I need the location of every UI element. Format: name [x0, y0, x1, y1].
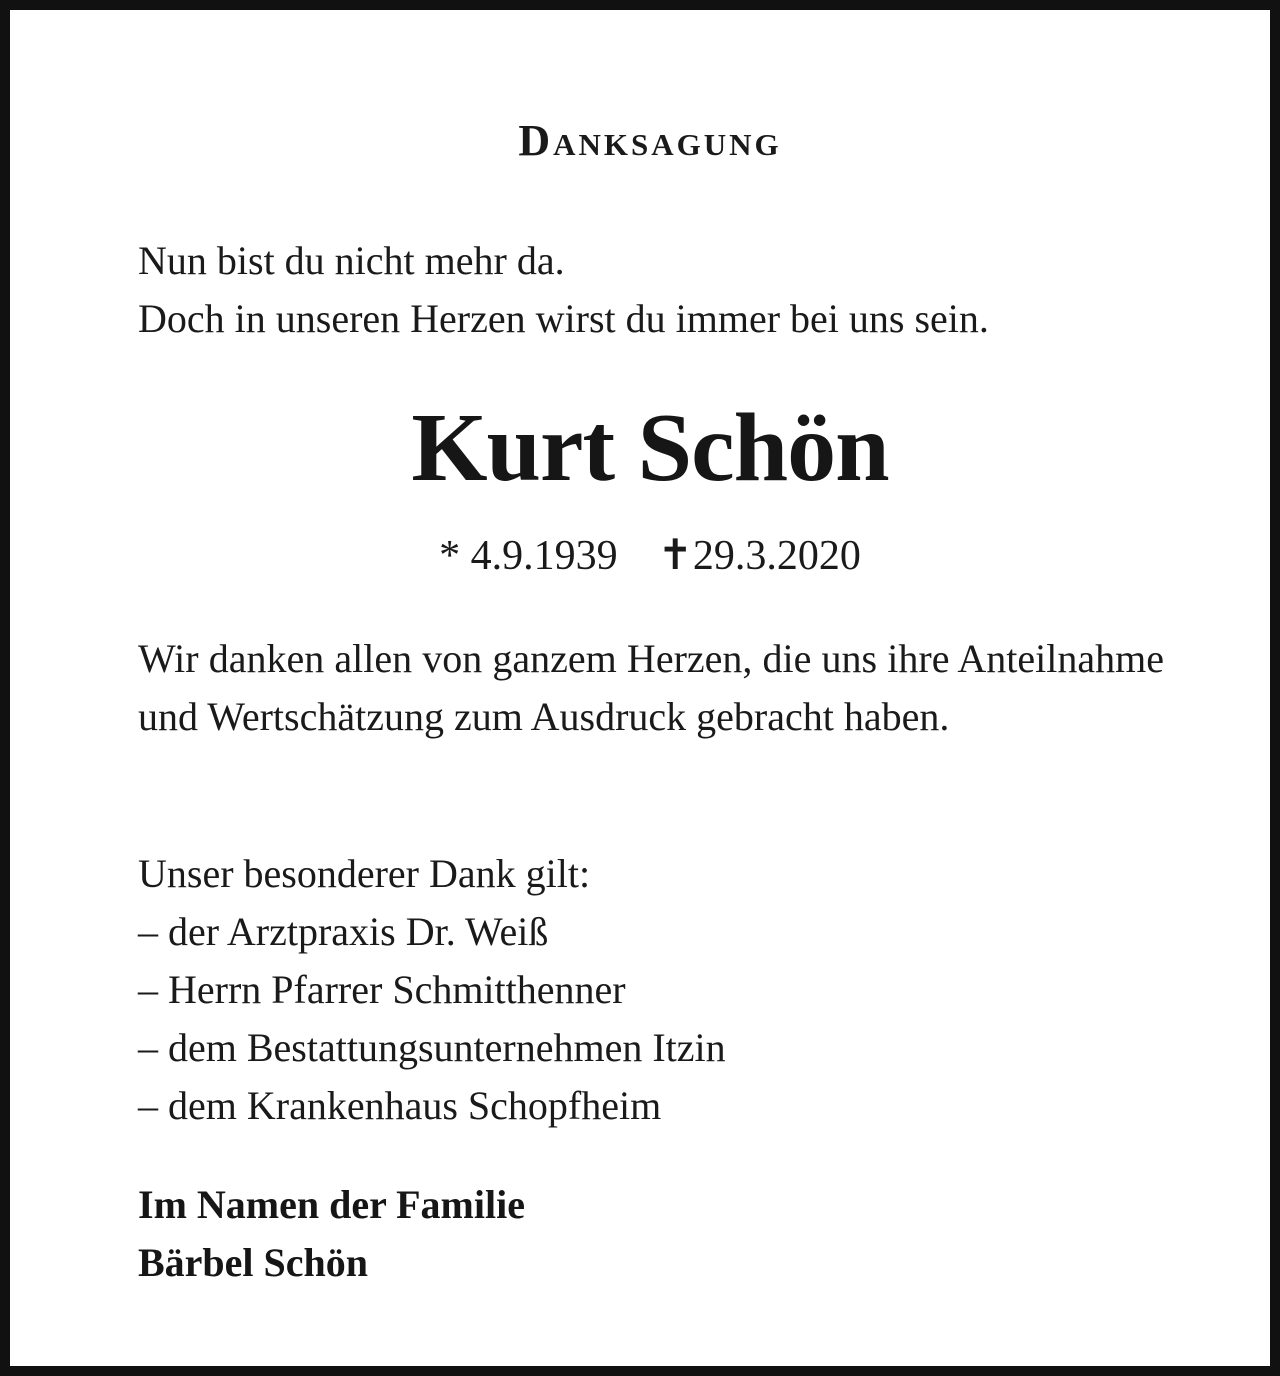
thanks-paragraph: Wir danken allen von ganzem Herzen, die uns ihre Anteilnahme und Wertschätzung zum Ausdruck gebracht haben.	[138, 636, 1164, 739]
list-item: – dem Krankenhaus Schopfheim	[138, 1083, 662, 1128]
verse-line: Nun bist du nicht mehr da.	[138, 238, 565, 283]
birth-date: * 4.9.1939	[439, 533, 618, 579]
memorial-verse	[138, 232, 1178, 348]
family-signature	[138, 1176, 1178, 1292]
list-item: – der Arztpraxis Dr. Weiß	[138, 909, 549, 954]
list-item: – Herrn Pfarrer Schmitthenner	[138, 967, 626, 1012]
notice-heading: Danksagung	[518, 116, 782, 165]
death-date: ✝29.3.2020	[657, 533, 861, 579]
verse-line: Doch in unseren Herzen wirst du immer bei uns sein.	[138, 296, 989, 341]
special-thanks-intro: Unser besonderer Dank gilt:	[138, 851, 591, 896]
signature-line: Im Namen der Familie	[138, 1182, 525, 1227]
signature-line: Bärbel Schön	[138, 1240, 369, 1285]
list-item: – dem Bestattungsunternehmen Itzin	[138, 1025, 726, 1070]
life-dates	[10, 530, 1280, 580]
deceased-name: Kurt Schön	[411, 394, 889, 502]
special-thanks-list	[138, 845, 1178, 1135]
